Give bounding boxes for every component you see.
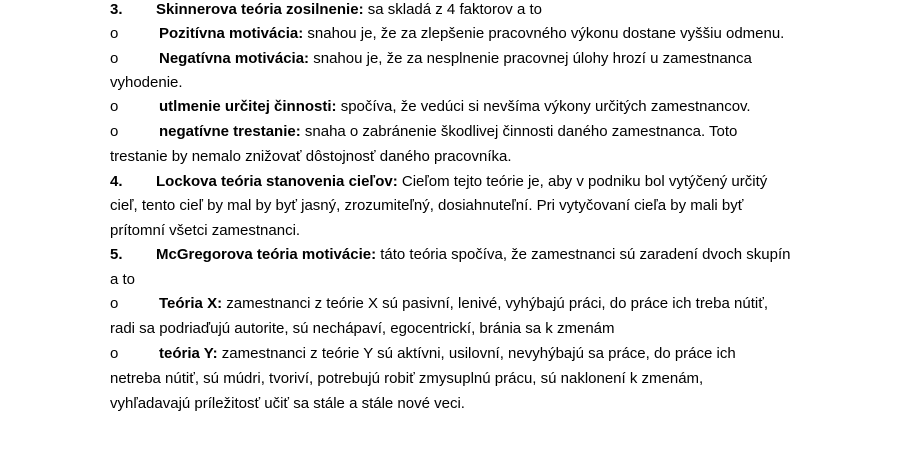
continuation-line: prítomní všetci zamestnanci. (110, 222, 301, 239)
continuation-line: netreba nútiť, sú múdri, tvoriví, potrebujú robiť zmysuplnú prácu, sú naklonení k zmenám, (110, 370, 704, 387)
term-text: zamestnanci z teórie Y sú aktívni, usilovní, nevyhýbajú sa práce, do práce ich (217, 345, 736, 362)
list-item (110, 49, 752, 69)
list-item (110, 97, 751, 117)
term-heading: utlmenie určitej činnosti: (159, 98, 337, 115)
term-heading: McGregorova teória motivácie: (156, 246, 377, 263)
numbered-heading (110, 0, 542, 20)
list-item (110, 344, 736, 364)
term-heading: Negatívna motivácia: (159, 50, 310, 67)
list-item (110, 294, 768, 314)
term-text: snaha o zabránenie škodlivej činnosti daného zamestnanca. Toto (300, 123, 738, 140)
term-text: zamestnanci z teórie X sú pasivní, lenivé, vyhýbajú práci, do práce ich treba nútiť, (222, 295, 768, 312)
bullet-marker: o (110, 295, 119, 312)
continuation-line: a to (110, 271, 136, 288)
term-heading: Lockova teória stanovenia cieľov: (156, 173, 398, 190)
bullet-marker: o (110, 98, 119, 115)
term-heading: teória Y: (159, 345, 218, 362)
list-item (110, 24, 784, 44)
bullet-marker: o (110, 50, 119, 67)
term-text: snahou je, že za zlepšenie pracovného výkonu dostane vyššiu odmenu. (303, 25, 785, 42)
continuation-line: vyhľadavajú príležitosť učiť sa stále a stále nové veci. (110, 395, 465, 412)
list-item (110, 122, 737, 142)
term-text: Cieľom tejto teórie je, aby v podniku bol vytýčený určitý (397, 173, 768, 190)
numbered-heading (110, 245, 790, 265)
bullet-marker: o (110, 345, 119, 362)
continuation-line: trestanie by nemalo znižovať dôstojnosť daného pracovníka. (110, 148, 512, 165)
term-heading: Pozitívna motivácia: (159, 25, 304, 42)
term-text: snahou je, že za nesplnenie pracovnej úlohy hrozí u zamestnanca (309, 50, 752, 67)
continuation-line: radi sa podriaďujú autorite, sú nechápaví, egocentrickí, bránia sa k zmenám (110, 320, 615, 337)
term-heading: Teória X: (159, 295, 223, 312)
list-number: 4. (110, 173, 123, 190)
list-number: 5. (110, 246, 123, 263)
term-heading: Skinnerova teória zosilnenie: (156, 1, 364, 18)
term-text: táto teória spočíva, že zamestnanci sú zaradení dvoch skupín (376, 246, 791, 263)
numbered-heading (110, 172, 767, 192)
term-heading: negatívne trestanie: (159, 123, 301, 140)
list-number: 3. (110, 1, 123, 18)
term-text: sa skladá z 4 faktorov a to (363, 1, 542, 18)
bullet-marker: o (110, 123, 119, 140)
bullet-marker: o (110, 25, 119, 42)
continuation-line: cieľ, tento cieľ by mal by byť jasný, zrozumiteľný, dosiahnuteľní. Pri vytyčovaní cieľa by mali byť (110, 197, 744, 214)
term-text: spočíva, že vedúci si nevšíma výkony určitých zamestnancov. (336, 98, 751, 115)
continuation-line: vyhodenie. (110, 74, 183, 91)
